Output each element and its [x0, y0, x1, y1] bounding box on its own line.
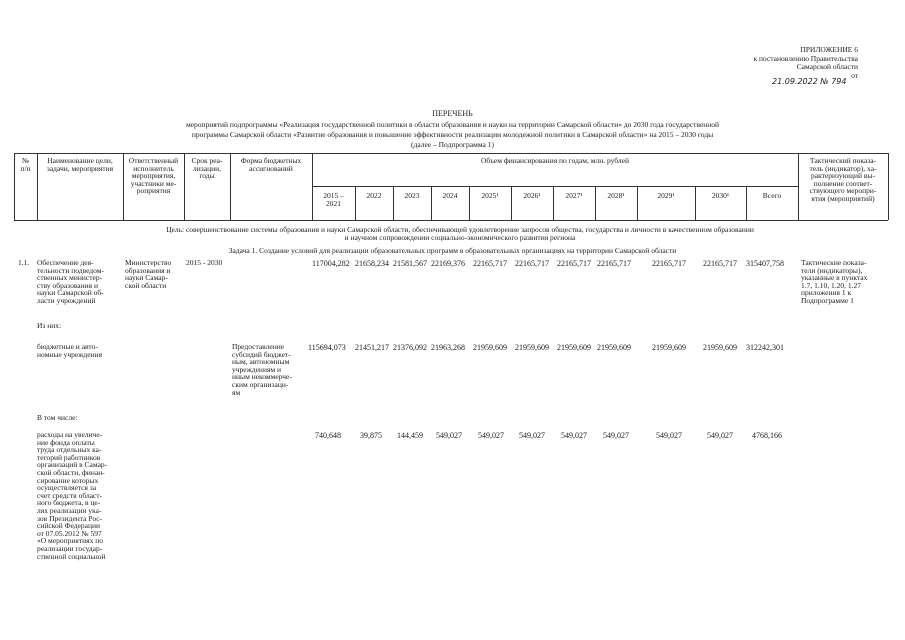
value-cell: 315407,758 [746, 259, 784, 268]
value-cell: 21959,609 [703, 343, 737, 352]
row-form: Предоставление субсидий бюджет- ным, автономным учреждениям и иным некоммерче- ским организаци- ям [232, 342, 292, 397]
year-header-2027: 2027¹ [565, 191, 583, 200]
value-cell: 21451,217 [355, 343, 389, 352]
value-cell: 22165,717 [652, 259, 686, 268]
task-text: Задача 1. Создание условий для реализации образовательных программ в образовательных организациях на территории Самарской области [228, 246, 677, 255]
year-header-2024: 2024 [442, 191, 458, 200]
value-cell: 312242,301 [746, 343, 784, 352]
year-header-2022: 2022 [366, 191, 382, 200]
year-header-total: Всего [762, 191, 782, 200]
value-cell: 21959,609 [473, 343, 507, 352]
title-line-1: мероприятий подпрограммы «Реализация государственной политики в области образования и науки на территории Самарской области» до 2030 года государственной [185, 120, 720, 129]
value-cell: 549,027 [561, 431, 587, 440]
value-cell: 21658,234 [355, 259, 389, 268]
row-term: 2015 - 2030 [186, 258, 223, 267]
value-cell: 115694,073 [308, 343, 346, 352]
value-cell: 740,648 [315, 431, 341, 440]
year-header-2030: 2030¹ [711, 191, 730, 200]
value-cell: 39,875 [360, 431, 382, 440]
subheading-iz-nih: Из них: [37, 321, 62, 330]
col-border [888, 153, 889, 220]
header-name: Наименование цели, задачи, мероприятия [46, 156, 114, 173]
goal-text: Цель: совершенствование системы образования и науки Самарской области, обеспечивающей удовлетворение запросов общества, государства и личности в качественном образовании и научном сопровождении социально-экономического развития региона [166, 225, 754, 242]
year-header-2015-2021: 2015 – 2021 [323, 191, 344, 208]
year-header-2028: 2028¹ [607, 191, 625, 200]
value-cell: 21959,609 [652, 343, 686, 352]
year-header-2025: 2025¹ [481, 191, 499, 200]
header-bottom-border [14, 220, 888, 221]
value-cell: 549,027 [478, 431, 504, 440]
subheading-v-tom-chisle: В том числе: [37, 413, 78, 422]
value-cell: 22165,717 [473, 259, 507, 268]
value-cell: 21959,609 [597, 343, 631, 352]
value-cell: 549,027 [436, 431, 462, 440]
value-cell: 549,027 [519, 431, 545, 440]
value-cell: 22165,717 [703, 259, 737, 268]
title-line-3: (далее – Подпрограмма 1) [411, 140, 494, 149]
header-form: Форма бюджетных ассигнований [240, 156, 302, 173]
title-line-2: программы Самарской области «Развитие образования и повышение эффективности реализации молодежной политики в Самарской области» на 2015 – 2030 годы [191, 130, 714, 139]
year-header-2023: 2023 [404, 191, 420, 200]
row-number: 1.1. [18, 258, 30, 267]
value-cell: 144,459 [397, 431, 423, 440]
row-name: бюджетные и авто- номные учреждения [37, 342, 103, 359]
row-indicator: Тактические показа- тели (индикаторы), указанные в пунктах 1.7, 1.10, 1.20, 1.27 приложения 1 к Подпрограмме 1 [801, 258, 868, 305]
value-cell: 117004,282 [312, 259, 350, 268]
table-top-border [14, 153, 888, 154]
header-volume: Объем финансирования по годам, млн. рублей [480, 156, 630, 165]
value-cell: 549,027 [707, 431, 733, 440]
row-name: Обеспечение дея- тельности подведом- ственных министер- ству образования и науки Самарской об- ласти учреждений [37, 258, 104, 305]
appendix-caption: ПРИЛОЖЕНИЕ 6 к постановлению Правительства Самарской области от [753, 45, 858, 80]
header-indicator: Тактический показа- тель (индикатор), ха- рактеризующий вы- полнение соответ- ствующего меропри- ятия (мероприятий) [809, 156, 877, 203]
years-header-divider [312, 186, 798, 187]
value-cell: 22165,717 [557, 259, 591, 268]
row-executor: Министерство образования и науки Самар- ской области [125, 258, 172, 290]
value-cell: 22165,717 [515, 259, 549, 268]
value-cell: 21959,609 [515, 343, 549, 352]
header-num: № п/п [20, 156, 31, 173]
header-term: Срок реа- лизации, годы [191, 156, 223, 181]
row-name: расходы на увеличе- ние фонда оплаты труда отдельных ка- тегорий работников организаций в Самар- ской области, финан- сирование которых осуществляется за счет средств област- ного бюджета, в це- лях реализации ука- зов Президента Рос- сийской Федерации от 07.05.2012 № 597 «О мероприятиях по реализации государ- ственной социальной [37, 430, 108, 561]
year-header-2026: 2026¹ [523, 191, 541, 200]
value-cell: 21376,092 [393, 343, 427, 352]
value-cell: 21959,609 [557, 343, 591, 352]
value-cell: 21581,567 [393, 259, 427, 268]
value-cell: 549,027 [603, 431, 629, 440]
value-cell: 21963,268 [431, 343, 465, 352]
value-cell: 22169,376 [431, 259, 465, 268]
value-cell: 22165,717 [597, 259, 631, 268]
header-executor: Ответственный исполнитель мероприятия, участники ме- роприятия [128, 156, 179, 196]
year-header-2029: 2029¹ [657, 191, 675, 200]
value-cell: 549,027 [656, 431, 682, 440]
appendix-date-number: 21.09.2022 № 794 [772, 77, 847, 86]
value-cell: 4768,166 [752, 431, 782, 440]
document-title: ПЕРЕЧЕНЬ [432, 109, 473, 118]
